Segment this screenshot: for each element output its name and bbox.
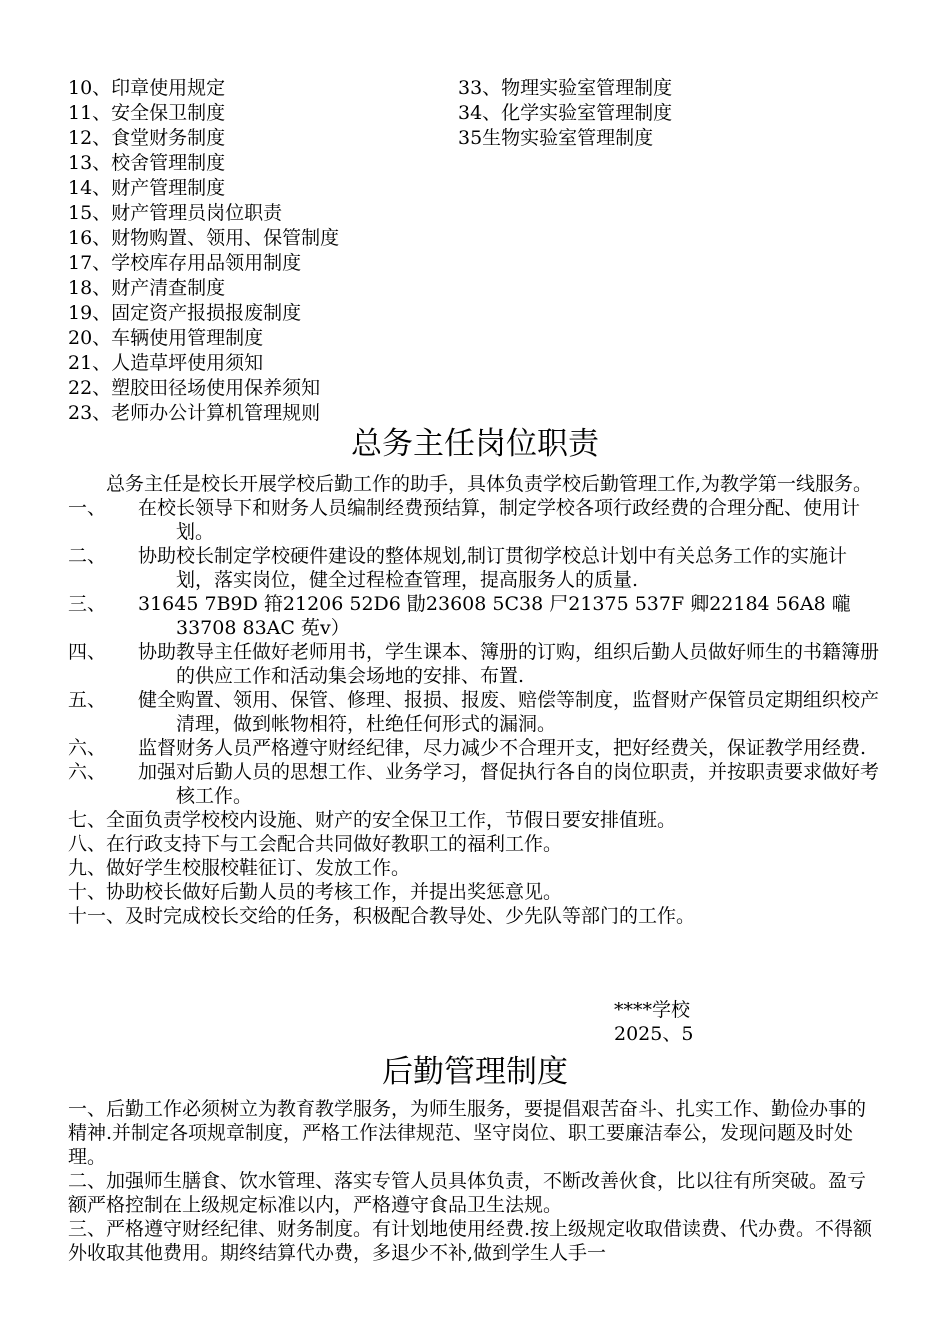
duty-item: [68, 640, 883, 688]
duty-item-text: 协助教导主任做好老师用书，学生课本、簿册的订购，组织后勤人员做好师生的书籍簿册的供应工作和活动集会场地的安排、布置.: [138, 641, 880, 687]
toc-item: 13、校舍管理制度: [68, 152, 226, 174]
duty-item-number: 五、: [68, 689, 107, 711]
duty-item-number: 一、: [68, 497, 107, 519]
toc-item: 18、财产清查制度: [68, 277, 226, 299]
toc-item: 20、车辆使用管理制度: [68, 327, 264, 349]
toc-item: 23、老师办公计算机管理规则: [68, 402, 321, 424]
duty-item: [68, 688, 883, 736]
toc-item: 21、人造草坪使用须知: [68, 352, 264, 374]
duty-line: 九、做好学生校服校鞋征订、发放工作。: [68, 857, 411, 879]
duty-item-number: 三、: [68, 593, 107, 615]
section-body-director-duties: [68, 472, 883, 928]
duty-item: [68, 760, 883, 808]
duty-item-number: 二、: [68, 545, 107, 567]
duty-item-text: 协助校长制定学校硬件建设的整体规划,制订贯彻学校总计划中有关总务工作的实施计划，落实岗位，健全过程检查管理，提高服务人的质量.: [138, 545, 848, 591]
rule-paragraph: 二、加强师生膳食、饮水管理、落实专管人员具体负责，不断改善伙食，比以往有所突破。盈亏额严格控制在上级规定标准以内，严格遵守食品卫生法规。: [68, 1170, 867, 1216]
toc-item: 35生物实验室管理制度: [458, 127, 654, 149]
toc-left-column: [68, 76, 448, 426]
toc-item: 19、固定资产报损报废制度: [68, 302, 302, 324]
duty-line: 十、协助校长做好后勤人员的考核工作，并提出奖惩意见。: [68, 881, 563, 903]
toc-item: 16、财物购置、领用、保管制度: [68, 227, 340, 249]
toc-item: 17、学校库存用品领用制度: [68, 252, 302, 274]
toc-item: 10、印章使用规定: [68, 77, 226, 99]
duty-item: [68, 592, 883, 640]
duty-item-number: 六、: [68, 737, 107, 759]
signature-date: 2025、5: [614, 1023, 694, 1045]
duty-item-text: 31645 7B9D 箝21206 52D6 勖23608 5C38 尸21375 537F 卿22184 56A8 嚨33708 83AC 莬v）: [138, 593, 851, 639]
duty-line: 十一、及时完成校长交给的任务，积极配合教导处、少先队等部门的工作。: [68, 905, 696, 927]
intro-paragraph: 总务主任是校长开展学校后勤工作的助手，具体负责学校后勤管理工作,为教学第一线服务。: [106, 473, 873, 495]
duty-item-number: 四、: [68, 641, 107, 663]
duty-line: 八、在行政支持下与工会配合共同做好教职工的福利工作。: [68, 833, 563, 855]
toc-right-column: [458, 76, 898, 151]
signature-school: ****学校: [614, 999, 691, 1021]
toc-item: 22、塑胶田径场使用保养须知: [68, 377, 321, 399]
section-title-logistics-rules: 后勤管理制度: [382, 1054, 568, 1090]
duty-item-text: 监督财务人员严格遵守财经纪律，尽力减少不合理开支，把好经费关，保证教学用经费.: [138, 737, 867, 759]
toc-item: 33、物理实验室管理制度: [458, 77, 673, 99]
duty-item-text: 在校长领导下和财务人员编制经费预结算，制定学校各项行政经费的合理分配、使用计划。: [138, 497, 861, 543]
toc-item: 12、食堂财务制度: [68, 127, 226, 149]
duty-item: [68, 736, 883, 760]
duty-item-text: 加强对后勤人员的思想工作、业务学习，督促执行各自的岗位职责，并按职责要求做好考核工作。: [138, 761, 880, 807]
duty-line: 七、全面负责学校校内设施、财产的安全保卫工作，节假日要安排值班。: [68, 809, 677, 831]
duty-item: [68, 544, 883, 592]
section-title-director-duties: 总务主任岗位职责: [351, 426, 599, 462]
toc-item: 14、财产管理制度: [68, 177, 226, 199]
duty-item-text: 健全购置、领用、保管、修理、报损、报废、赔偿等制度，监督财产保管员定期组织校产清理，做到帐物相符，杜绝任何形式的漏洞。: [138, 689, 880, 735]
section-body-logistics-rules: [68, 1097, 883, 1265]
rule-paragraph: 一、后勤工作必须树立为教育教学服务，为师生服务，要提倡艰苦奋斗、扎实工作、勤俭办事的精神.并制定各项规章制度，严格工作法律规范、坚守岗位、职工要廉洁奉公，发现问题及时处理。: [68, 1098, 867, 1168]
duty-item: [68, 496, 883, 544]
toc-item: 15、财产管理员岗位职责: [68, 202, 283, 224]
toc-item: 11、安全保卫制度: [68, 102, 226, 124]
toc-item: 34、化学实验室管理制度: [458, 102, 673, 124]
duty-item-number: 六、: [68, 761, 107, 783]
rule-paragraph: 三、严格遵守财经纪律、财务制度。有计划地使用经费.按上级规定收取借读费、代办费。不得额外收取其他费用。期终结算代办费，多退少不补,做到学生人手一: [68, 1218, 873, 1264]
